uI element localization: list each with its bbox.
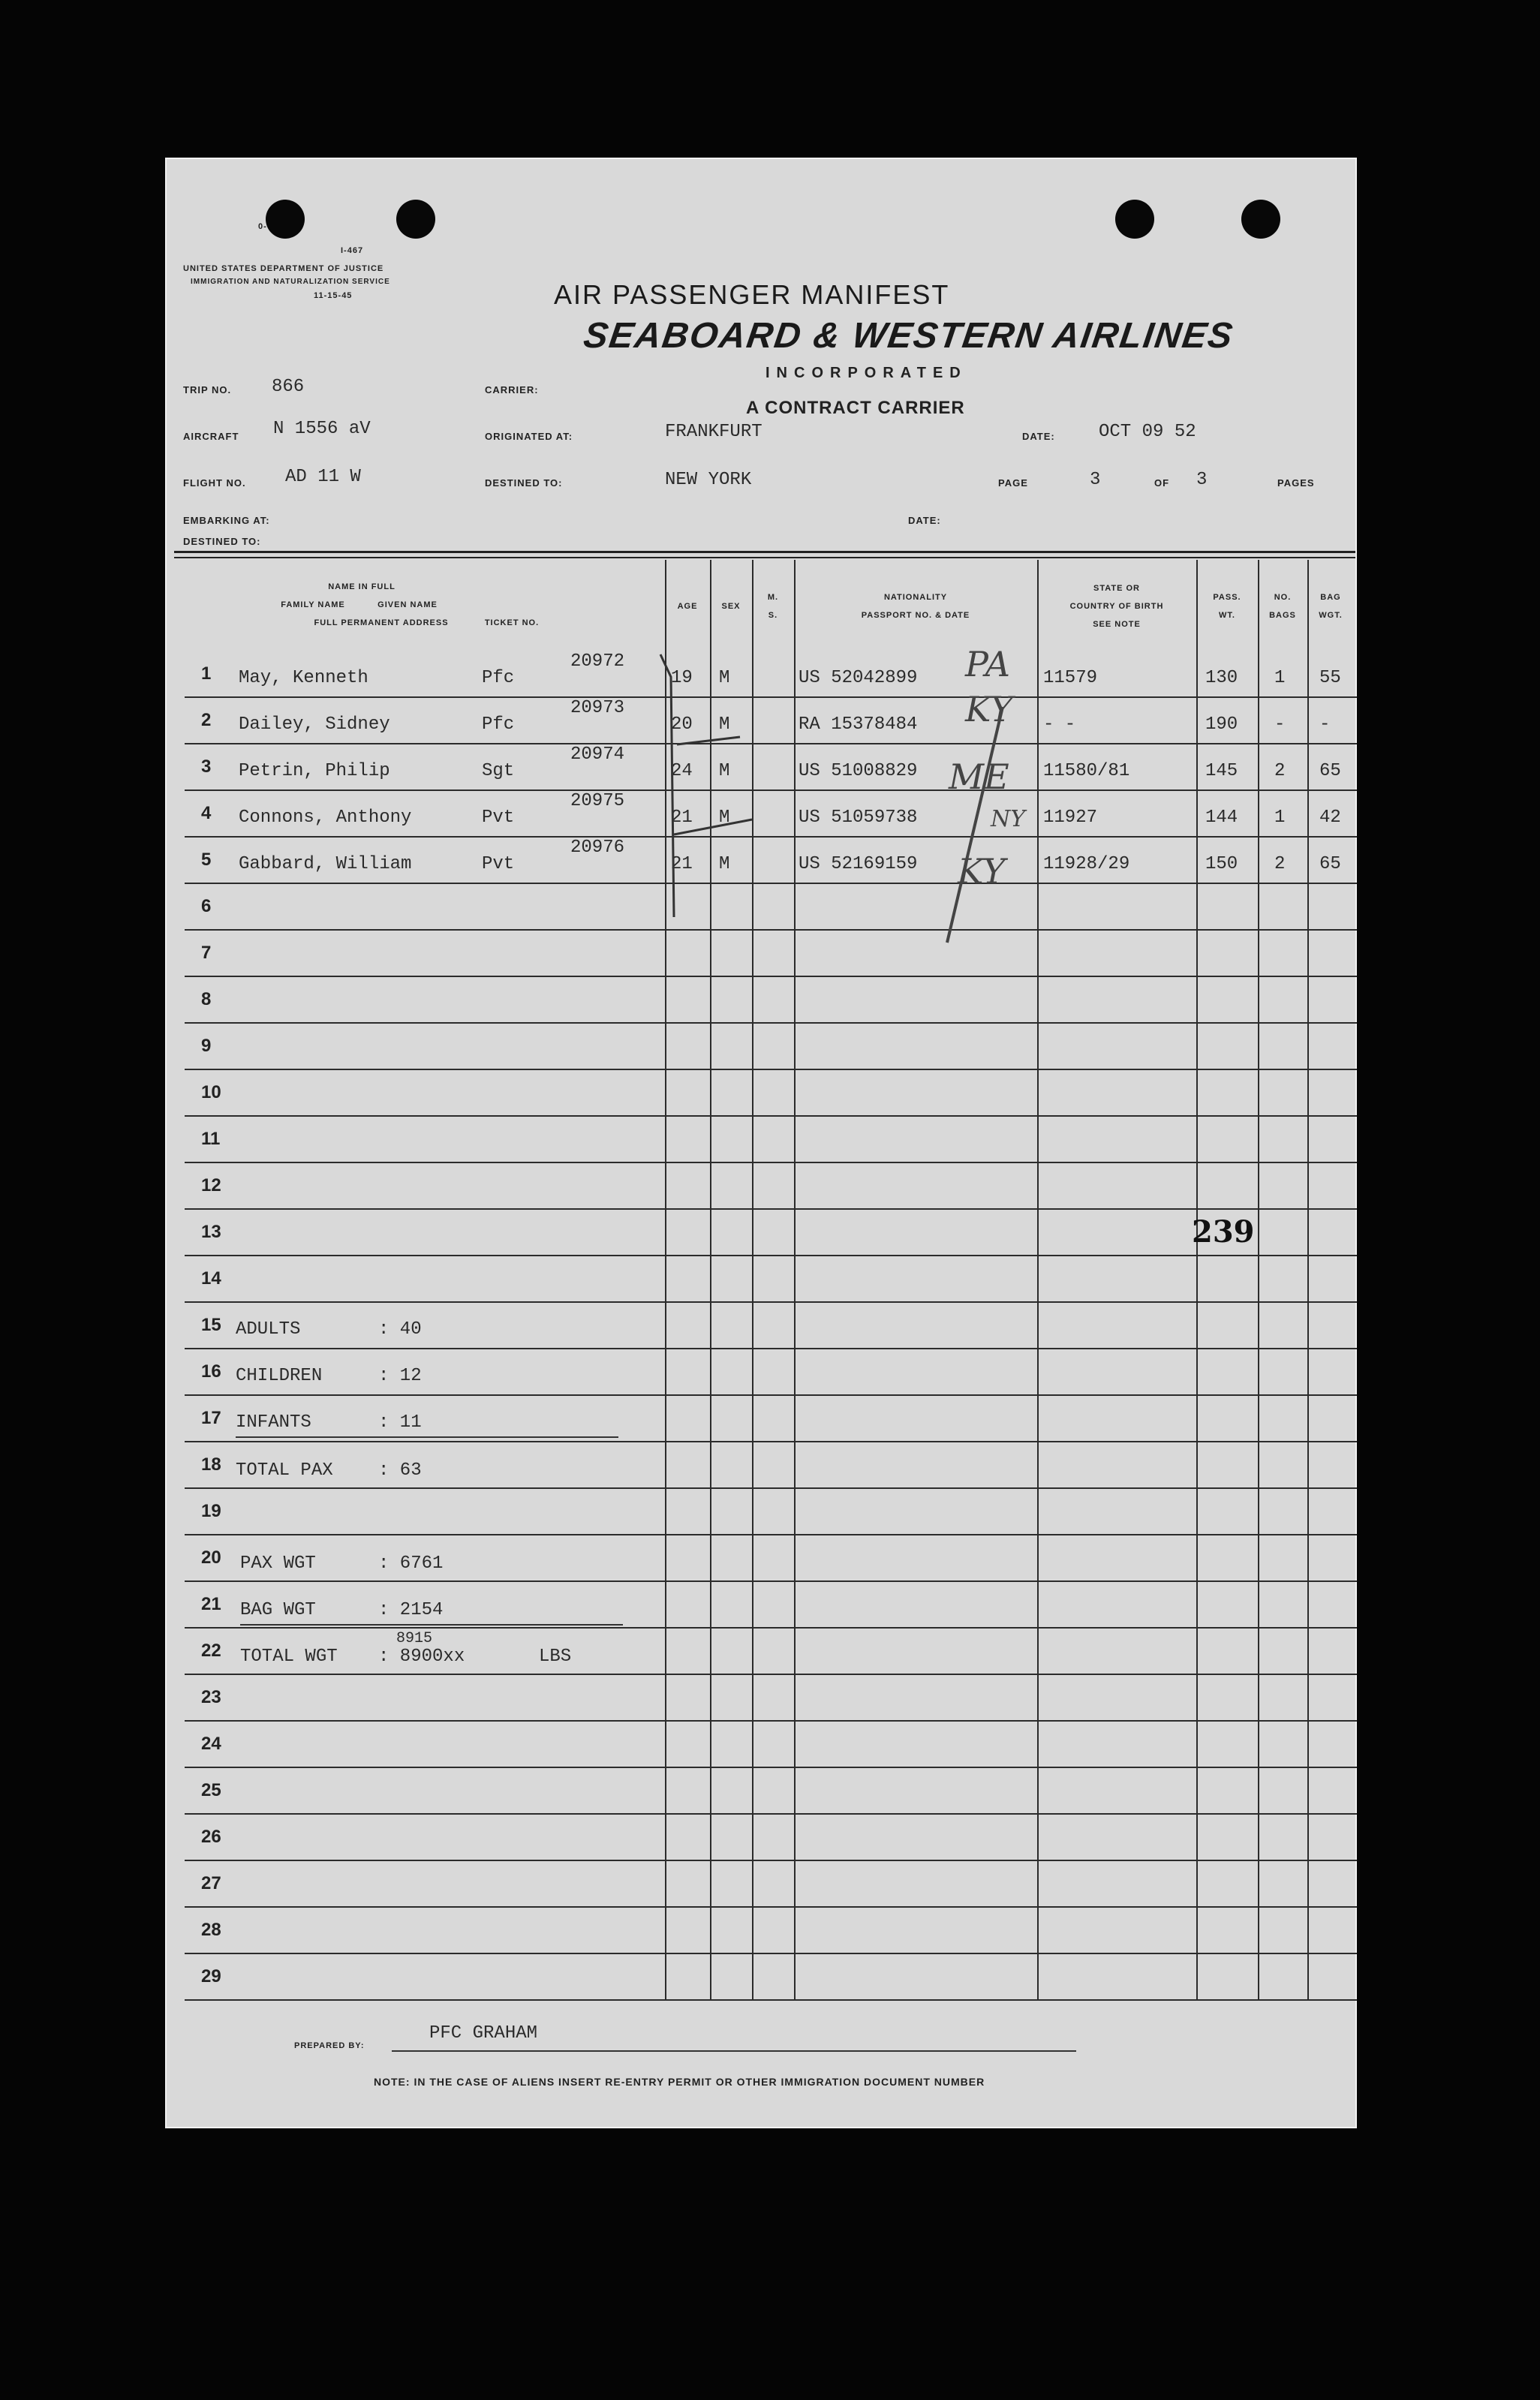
of-value: 3 xyxy=(1196,470,1208,490)
row-rule xyxy=(185,1394,1357,1396)
date-label: DATE: xyxy=(1022,431,1055,442)
col-state-1: STATE OR xyxy=(1093,584,1140,593)
col-pass-wt-2: WT. xyxy=(1219,611,1235,620)
row-rule xyxy=(185,1255,1357,1256)
state-of-birth: 11927 xyxy=(1043,808,1098,828)
passenger-rank: Pfc xyxy=(482,668,515,688)
passenger-weight: 144 xyxy=(1205,808,1238,828)
page-value: 3 xyxy=(1090,470,1101,490)
date-value: OCT 09 52 xyxy=(1099,422,1196,442)
row-rule xyxy=(185,1162,1357,1163)
passenger-name: May, Kenneth xyxy=(239,668,368,688)
form-number: I-467 xyxy=(341,246,364,255)
row-rule xyxy=(185,1627,1357,1629)
prepared-by-value: PFC GRAHAM xyxy=(429,2023,538,2044)
page-label: PAGE xyxy=(998,477,1028,489)
summary-underline xyxy=(236,1436,618,1438)
total-wgt-label: TOTAL WGT xyxy=(240,1647,338,1667)
bag-count: - xyxy=(1274,714,1286,735)
col-state-3: SEE NOTE xyxy=(1093,620,1141,629)
flight-no-label: FLIGHT NO. xyxy=(183,477,246,489)
total-wgt-correction: 8915 xyxy=(396,1630,433,1647)
row-number: 24 xyxy=(201,1734,221,1754)
row-number: 23 xyxy=(201,1687,221,1707)
state-of-birth: - - xyxy=(1043,714,1076,735)
bag-wgt-label: BAG WGT xyxy=(240,1600,316,1620)
passenger-rank: Pvt xyxy=(482,854,515,874)
trip-no-value: 866 xyxy=(272,377,305,397)
row-rule xyxy=(185,1999,1357,2001)
aircraft-value: N 1556 aV xyxy=(273,419,371,439)
row-number: 1 xyxy=(201,663,212,684)
col-sex: SEX xyxy=(721,602,741,611)
row-rule xyxy=(185,1860,1357,1861)
pax-wgt-value: : 6761 xyxy=(378,1553,444,1574)
prepared-by-label: PREPARED BY: xyxy=(294,2041,365,2050)
bag-weight: 42 xyxy=(1319,808,1341,828)
ticket-no: 20973 xyxy=(570,698,625,718)
row-number: 3 xyxy=(201,756,212,777)
bag-wgt-value: : 2154 xyxy=(378,1600,444,1620)
sex: M xyxy=(719,808,730,828)
bag-weight: 55 xyxy=(1319,668,1341,688)
ticket-no: 20976 xyxy=(570,838,625,858)
adults-label: ADULTS xyxy=(236,1319,301,1340)
col-name-in-full: NAME IN FULL xyxy=(328,582,396,591)
row-number: 27 xyxy=(201,1873,221,1893)
passenger-name: Gabbard, William xyxy=(239,854,412,874)
row-number: 16 xyxy=(201,1361,221,1382)
passenger-name: Dailey, Sidney xyxy=(239,714,390,735)
handwritten-marks xyxy=(167,159,1355,1135)
row-number: 25 xyxy=(201,1780,221,1800)
row-rule xyxy=(185,1208,1357,1210)
destined-to-value: NEW YORK xyxy=(665,470,752,490)
row-number: 22 xyxy=(201,1641,221,1661)
of-label: OF xyxy=(1154,477,1170,489)
bag-weight: 65 xyxy=(1319,854,1341,874)
incorporated-label: INCORPORATED xyxy=(765,365,967,381)
agency-line-1: UNITED STATES DEPARTMENT OF JUSTICE xyxy=(183,264,384,273)
col-address: FULL PERMANENT ADDRESS xyxy=(314,618,449,627)
passport-no: US 52042899 xyxy=(799,668,918,688)
flight-no-value: AD 11 W xyxy=(285,467,361,487)
row-number: 10 xyxy=(201,1082,221,1102)
col-bag-wgt-1: BAG xyxy=(1320,593,1341,602)
adults-value: : 40 xyxy=(378,1319,422,1340)
sex: M xyxy=(719,668,730,688)
pax-wgt-label: PAX WGT xyxy=(240,1553,316,1574)
row-number: 7 xyxy=(201,943,212,963)
row-number: 26 xyxy=(201,1827,221,1847)
summary-underline xyxy=(240,1624,623,1626)
prepared-by-line xyxy=(392,2050,1076,2052)
ticket-no: 20972 xyxy=(570,651,625,672)
passenger-rank: Pvt xyxy=(482,808,515,828)
row-number: 17 xyxy=(201,1408,221,1428)
row-rule xyxy=(185,1953,1357,1954)
row-rule xyxy=(185,1767,1357,1768)
children-value: : 12 xyxy=(378,1366,422,1386)
col-pass-wt-1: PASS. xyxy=(1213,593,1241,602)
originated-label: ORIGINATED AT: xyxy=(485,431,573,442)
total-wgt-value: : 8900xx xyxy=(378,1647,465,1667)
col-given-name: GIVEN NAME xyxy=(377,600,438,609)
row-number: 6 xyxy=(201,896,212,916)
age: 20 xyxy=(671,714,693,735)
col-marital-m: M. xyxy=(767,593,779,602)
total-pax-label: TOTAL PAX xyxy=(236,1460,333,1481)
passenger-weight: 145 xyxy=(1205,761,1238,781)
age: 21 xyxy=(671,854,693,874)
row-rule xyxy=(185,1534,1357,1535)
embarking-label: EMBARKING AT: xyxy=(183,515,270,526)
total-pax-value: : 63 xyxy=(378,1460,422,1481)
state-of-birth: 11580/81 xyxy=(1043,761,1130,781)
col-bags-1: NO. xyxy=(1274,593,1292,602)
bag-count: 1 xyxy=(1274,668,1286,688)
col-passport: PASSPORT NO. & DATE xyxy=(861,611,970,620)
row-rule xyxy=(185,1674,1357,1675)
passenger-rank: Pfc xyxy=(482,714,515,735)
handwritten-state: ME xyxy=(949,756,1009,797)
row-rule xyxy=(185,1813,1357,1815)
sex: M xyxy=(719,714,730,735)
row-number: 18 xyxy=(201,1454,221,1475)
passenger-name: Petrin, Philip xyxy=(239,761,390,781)
sex: M xyxy=(719,854,730,874)
row-rule xyxy=(185,1580,1357,1582)
destined-to2-label: DESTINED TO: xyxy=(183,536,261,547)
pages-label: PAGES xyxy=(1277,477,1315,489)
bag-weight: 65 xyxy=(1319,761,1341,781)
col-nationality: NATIONALITY xyxy=(883,593,948,602)
row-rule xyxy=(185,1720,1357,1722)
state-of-birth: 11579 xyxy=(1043,668,1098,688)
row-rule xyxy=(185,1441,1357,1442)
row-number: 21 xyxy=(201,1594,221,1614)
form-code: 0- xyxy=(258,222,267,231)
ticket-no: 20975 xyxy=(570,791,625,811)
age: 19 xyxy=(671,668,693,688)
row-number: 19 xyxy=(201,1501,221,1521)
manifest-sheet xyxy=(165,158,1357,2128)
infants-label: INFANTS xyxy=(236,1412,311,1433)
col-ticket: TICKET NO. xyxy=(484,618,540,627)
row-number: 9 xyxy=(201,1036,212,1056)
col-bags-2: BAGS xyxy=(1269,611,1296,620)
bag-weight: - xyxy=(1319,714,1331,735)
row-number: 2 xyxy=(201,710,212,730)
aircraft-label: AIRCRAFT xyxy=(183,431,239,442)
row-rule xyxy=(185,1487,1357,1489)
state-of-birth: 11928/29 xyxy=(1043,854,1130,874)
row-number: 12 xyxy=(201,1175,221,1195)
col-bag-wgt-2: WGT. xyxy=(1319,611,1343,620)
row-number: 8 xyxy=(201,989,212,1009)
passenger-rank: Sgt xyxy=(482,761,515,781)
row-number: 14 xyxy=(201,1268,221,1289)
handwritten-state: PA xyxy=(965,644,1010,684)
date2-label: DATE: xyxy=(908,515,941,526)
bag-count: 2 xyxy=(1274,761,1286,781)
handwritten-state: KY xyxy=(965,689,1013,729)
handwritten-state: KY xyxy=(958,851,1006,892)
contract-carrier-label: A CONTRACT CARRIER xyxy=(746,398,965,418)
bag-count: 2 xyxy=(1274,854,1286,874)
carrier-label: CARRIER: xyxy=(485,384,539,395)
col-age: AGE xyxy=(677,602,698,611)
airline-name: SEABOARD & WESTERN AIRLINES xyxy=(581,316,1237,356)
originated-value: FRANKFURT xyxy=(665,422,762,442)
age: 21 xyxy=(671,808,693,828)
row-rule xyxy=(185,1348,1357,1349)
agency-line-2: IMMIGRATION AND NATURALIZATION SERVICE xyxy=(191,278,390,286)
bag-count: 1 xyxy=(1274,808,1286,828)
passenger-name: Connons, Anthony xyxy=(239,808,412,828)
passenger-weight: 150 xyxy=(1205,854,1238,874)
page-weight-total: 239 xyxy=(1192,1214,1255,1250)
footer-note: NOTE: IN THE CASE OF ALIENS INSERT RE-ENTRY PERMIT OR OTHER IMMIGRATION DOCUMENT NUMBER xyxy=(374,2076,985,2088)
col-marital-s: S. xyxy=(768,611,778,620)
col-family-name: FAMILY NAME xyxy=(281,600,345,609)
handwritten-state: NY xyxy=(991,806,1026,832)
row-number: 4 xyxy=(201,803,212,823)
passenger-weight: 190 xyxy=(1205,714,1238,735)
row-number: 5 xyxy=(201,850,212,870)
passenger-weight: 130 xyxy=(1205,668,1238,688)
passport-no: RA 15378484 xyxy=(799,714,918,735)
row-number: 28 xyxy=(201,1920,221,1940)
infants-value: : 11 xyxy=(378,1412,422,1433)
manifest-title: AIR PASSENGER MANIFEST xyxy=(554,279,950,310)
passport-no: US 52169159 xyxy=(799,854,918,874)
sex: M xyxy=(719,761,730,781)
trip-no-label: TRIP NO. xyxy=(183,384,232,395)
passport-no: US 51008829 xyxy=(799,761,918,781)
row-number: 29 xyxy=(201,1966,221,1986)
row-rule xyxy=(185,1906,1357,1908)
form-date: 11-15-45 xyxy=(314,291,353,300)
row-number: 15 xyxy=(201,1315,221,1335)
lbs-label: LBS xyxy=(539,1647,572,1667)
destined-to-label: DESTINED TO: xyxy=(485,477,563,489)
row-number: 20 xyxy=(201,1547,221,1568)
row-number: 11 xyxy=(201,1129,221,1149)
row-number: 13 xyxy=(201,1222,221,1242)
col-state-2: COUNTRY OF BIRTH xyxy=(1069,602,1164,611)
row-rule xyxy=(185,1301,1357,1303)
ticket-no: 20974 xyxy=(570,744,625,765)
passport-no: US 51059738 xyxy=(799,808,918,828)
age: 24 xyxy=(671,761,693,781)
children-label: CHILDREN xyxy=(236,1366,323,1386)
